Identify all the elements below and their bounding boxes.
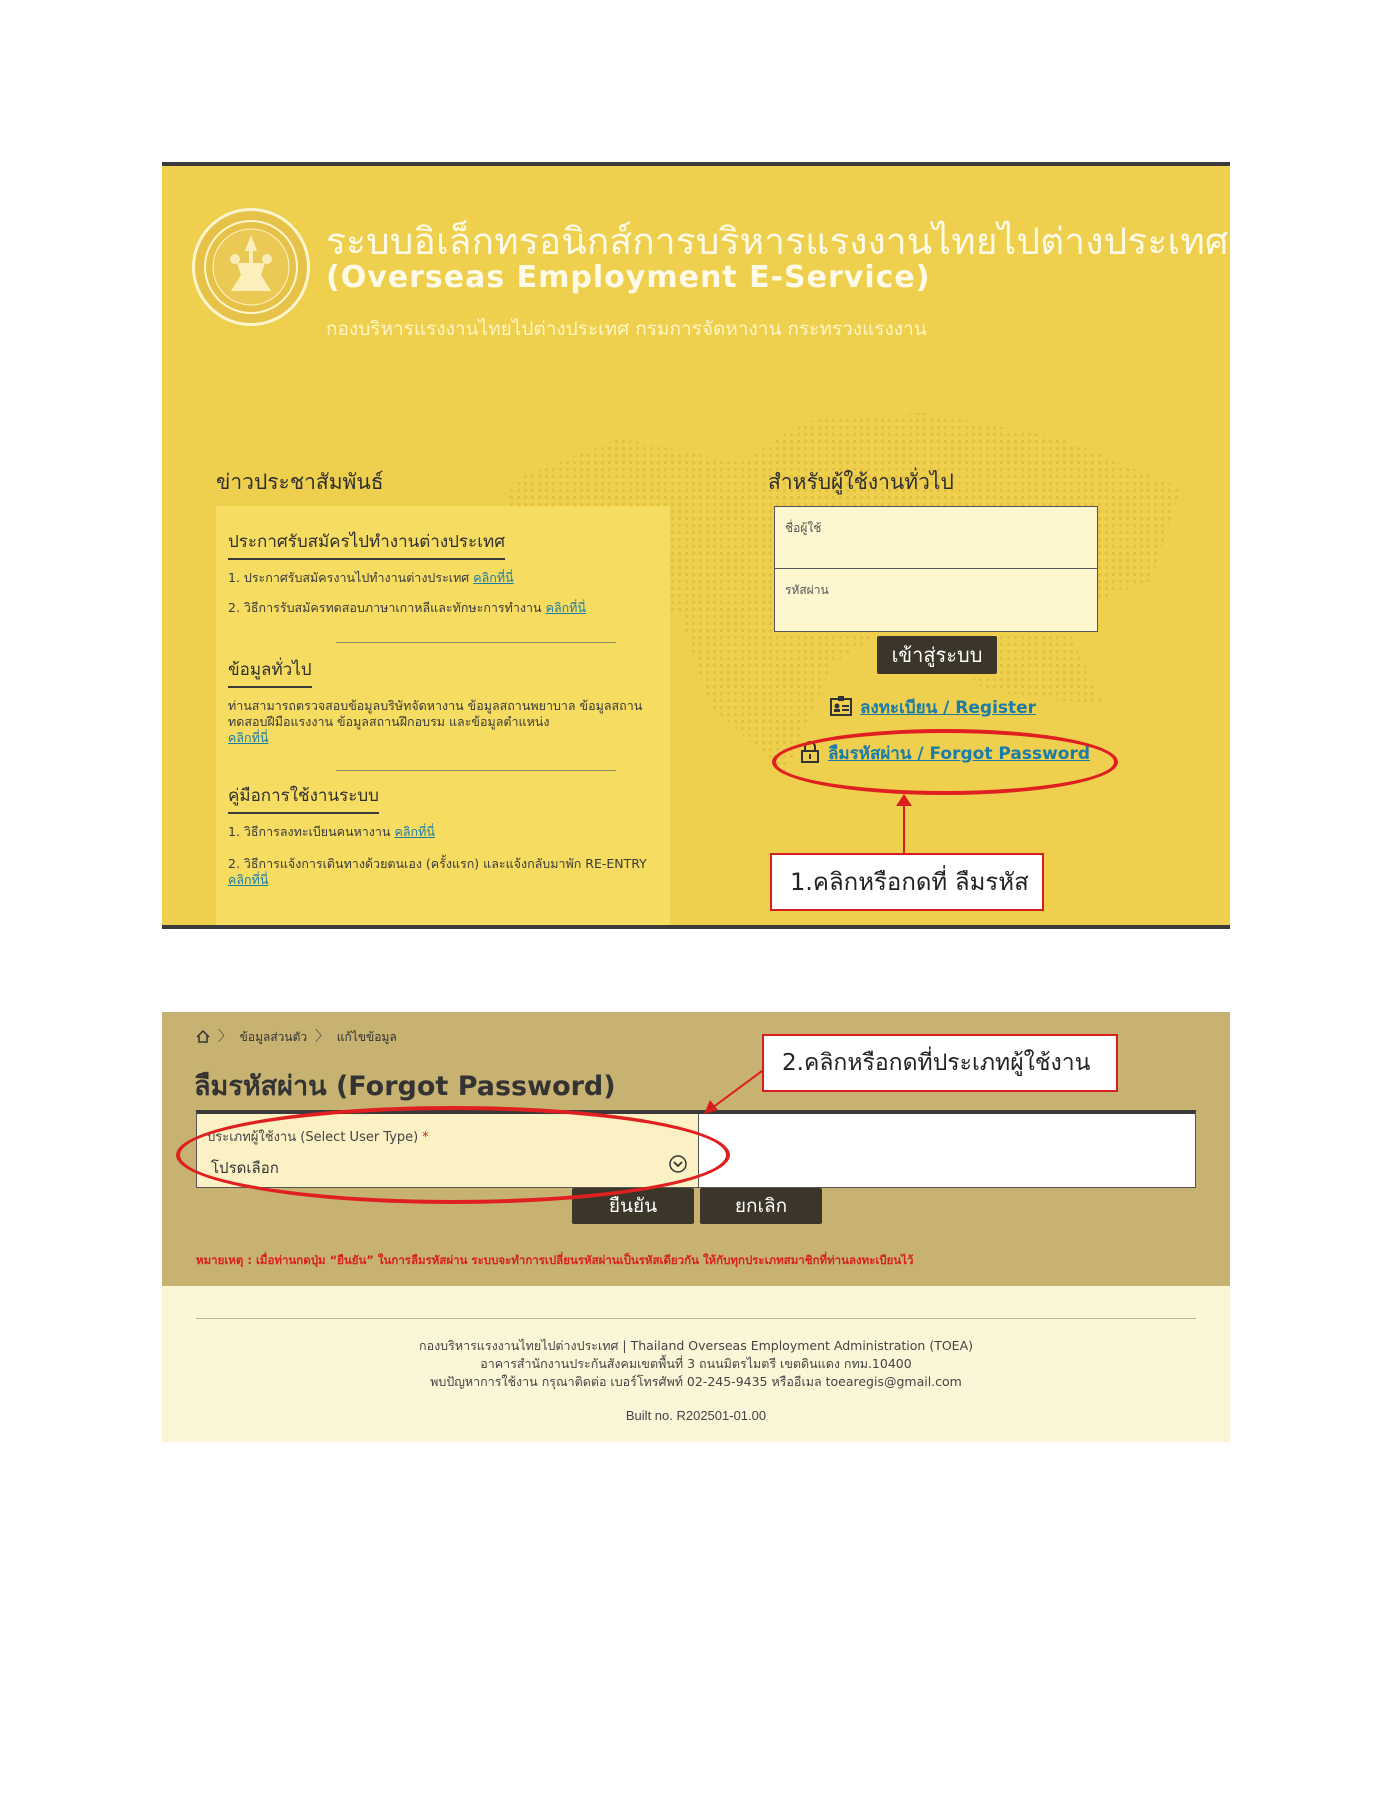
cancel-button[interactable]: ยกเลิก: [700, 1188, 822, 1224]
forgot-password-link-text[interactable]: ลืมรหัสผ่าน / Forgot Password: [828, 744, 1091, 764]
login-heading: สำหรับผู้ใช้งานทั่วไป: [768, 470, 954, 494]
breadcrumb-item[interactable]: ข้อมูลส่วนตัว: [239, 1030, 308, 1044]
breadcrumb: [196, 1026, 397, 1047]
page-title: ลืมรหัสผ่าน (Forgot Password): [194, 1071, 616, 1102]
breadcrumb-separator-icon: 〉: [314, 1029, 329, 1045]
required-mark: *: [422, 1130, 429, 1145]
annotation-callout-step2: 2.คลิกหรือกดที่ประเภทผู้ใช้งาน: [762, 1034, 1118, 1092]
login-form: [774, 506, 1098, 632]
footer-line: พบปัญหาการใช้งาน กรุณาติดต่อ เบอร์โทรศัพท์ 02-245-9435 หรืออีเมล toearegis@gmail.com: [430, 1374, 962, 1389]
breadcrumb-item[interactable]: แก้ไขข้อมูล: [336, 1030, 397, 1044]
username-label: ชื่อผู้ใช้: [785, 521, 822, 535]
news-item-text: 1. วิธีการลงทะเบียนคนหางาน: [228, 824, 391, 839]
password-field[interactable]: [775, 569, 1097, 631]
news-item-link[interactable]: คลิกที่นี่: [545, 600, 586, 615]
username-field[interactable]: [775, 507, 1097, 569]
register-link-text[interactable]: ลงทะเบียน / Register: [860, 698, 1037, 718]
register-link[interactable]: [830, 694, 1036, 722]
news-item-link[interactable]: คลิกที่นี่: [394, 824, 435, 839]
seal-logo-icon: [192, 208, 310, 326]
news-item-text: 2. วิธีการแจ้งการเดินทางด้วยตนเอง (ครั้งแรก) และแจ้งกลับมาพัก RE-ENTRY: [228, 856, 647, 871]
section-divider: [336, 770, 616, 771]
news-item-link[interactable]: คลิกที่นี่: [228, 872, 269, 887]
site-subtitle: กองบริหารแรงงานไทยไปต่างประเทศ กรมการจัดหางาน กระทรวงแรงงาน: [326, 318, 927, 340]
annotation-callout-step1: 1.คลิกหรือกดที่ ลืมรหัส: [770, 853, 1044, 911]
news-item-text: 2. วิธีการรับสมัครทดสอบภาษาเกาหลีและทักษะการทำงาน: [228, 600, 542, 615]
footer: [162, 1286, 1230, 1442]
news-section-title-jobs: ประกาศรับสมัครไปทำงานต่างประเทศ: [228, 528, 505, 560]
highlight-ellipse: [176, 1106, 730, 1204]
register-card-icon: [830, 695, 852, 722]
home-icon[interactable]: [196, 1030, 214, 1044]
arrow-icon: [892, 794, 916, 856]
footer-line: อาคารสำนักงานประกันสังคมเขตพื้นที่ 3 ถนนมิตรไมตรี เขตดินแดง กทม.10400: [480, 1356, 912, 1371]
password-label: รหัสผ่าน: [785, 583, 829, 597]
news-item: [228, 822, 435, 842]
site-title-thai: ระบบอิเล็กทรอนิกส์การบริหารแรงงานไทยไปต่างประเทศ: [326, 220, 1229, 263]
news-item: [228, 728, 268, 748]
news-heading: ข่าวประชาสัมพันธ์: [216, 470, 384, 494]
news-panel: [216, 506, 670, 929]
footer-line: กองบริหารแรงงานไทยไปต่างประเทศ | Thailand Overseas Employment Administration (TOEA): [419, 1338, 973, 1353]
user-type-selected-value: โปรดเลือก: [211, 1159, 279, 1177]
build-number: Built no. R202501-01.00: [625, 1408, 767, 1423]
breadcrumb-separator-icon: 〉: [217, 1029, 232, 1045]
news-item: [228, 598, 586, 618]
section-divider: [336, 642, 616, 643]
news-body-line: ทดสอบฝีมือแรงงาน ข้อมูลสถานฝึกอบรม และข้อมูลตำแหน่ง: [228, 714, 550, 729]
forgot-password-screenshot: [162, 1012, 1230, 1442]
footer-divider: [196, 1318, 1196, 1319]
news-item-text: 1. ประกาศรับสมัครงานไปทำงานต่างประเทศ: [228, 570, 470, 585]
news-item: [228, 870, 268, 890]
news-section-title-manual: คู่มือการใช้งานระบบ: [228, 782, 379, 814]
arrow-icon: [702, 1068, 766, 1116]
highlight-ellipse: [772, 729, 1118, 795]
confirm-button[interactable]: ยืนยัน: [572, 1188, 694, 1224]
user-type-label-text: ประเภทผู้ใช้งาน (Select User Type): [207, 1130, 419, 1145]
note-text: หมายเหตุ : เมื่อท่านกดปุ่ม “ยืนยัน” ในการลืมรหัสผ่าน ระบบจะทำการเปลี่ยนรหัสผ่านเป็นรหัสเดียวกัน ให้กับทุกประเภทสมาชิกที่ท่านลงทะเบียนไว้: [196, 1253, 914, 1267]
site-title-english: (Overseas Employment E-Service): [326, 260, 931, 295]
news-body-line: ท่านสามารถตรวจสอบข้อมูลบริษัทจัดหางาน ข้อมูลสถานพยาบาล ข้อมูลสถาน: [228, 698, 643, 713]
news-section-title-general: ข้อมูลทั่วไป: [228, 656, 312, 688]
news-item-link[interactable]: คลิกที่นี่: [228, 730, 269, 745]
login-page-screenshot: [162, 162, 1230, 929]
news-item: [228, 568, 514, 588]
login-button[interactable]: เข้าสู่ระบบ: [877, 636, 997, 674]
news-item-link[interactable]: คลิกที่นี่: [473, 570, 514, 585]
